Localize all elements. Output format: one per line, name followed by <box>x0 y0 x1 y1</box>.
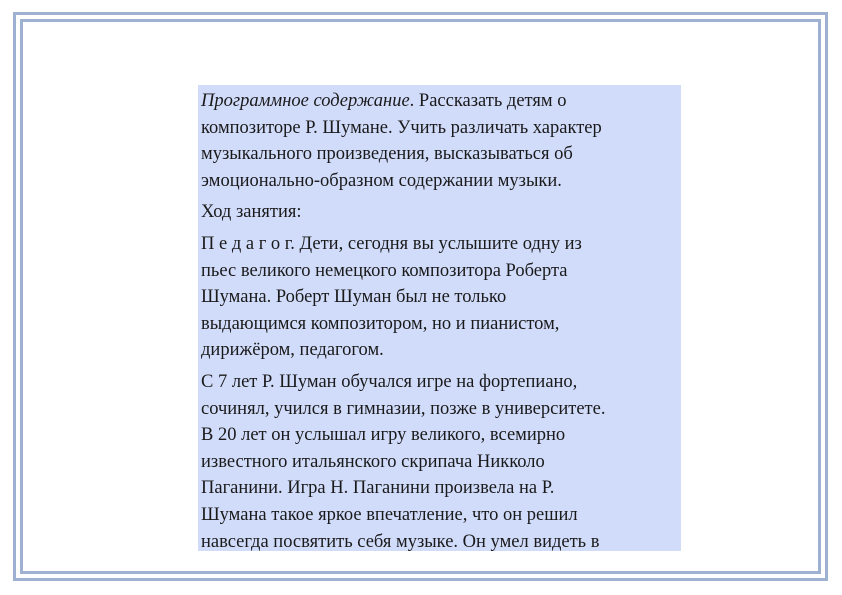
text-line: дирижёром, педагогом. <box>201 340 384 361</box>
program-content-heading: Программное содержание <box>201 91 410 111</box>
text-line: Шумана. Роберт Шуман был не только <box>201 287 507 308</box>
text-line: пьес великого немецкого композитора Роберта <box>201 260 568 281</box>
paragraph-program-content <box>201 88 677 194</box>
text-line: В 20 лет он услышал игру великого, всемирно <box>201 425 566 446</box>
text-line: музыкального произведения, высказываться об <box>201 144 573 165</box>
text-line: сочинял, учился в гимназии, позже в университете. <box>201 398 606 419</box>
lesson-course-heading: Ход занятия: <box>201 202 302 223</box>
lesson-text-block <box>198 85 681 551</box>
paragraph-lesson-course <box>201 199 677 226</box>
paragraph-teacher-intro <box>201 231 677 364</box>
text-line: навсегда посвятить себя музыке. Он умел видеть в <box>201 531 600 551</box>
text-line: С 7 лет Р. Шуман обучался игре на фортепиано, <box>201 371 578 392</box>
text-line: композиторе Р. Шумане. Учить различать характер <box>201 117 602 138</box>
text-line: эмоционально-образном содержании музыки. <box>201 170 562 191</box>
text-line: известного итальянского скрипача Никколо <box>201 451 545 472</box>
text-line <box>201 88 677 115</box>
text-line-rest: . Рассказать детям о <box>409 91 567 111</box>
text-line: П е д а г о г. Дети, сегодня вы услышите одну из <box>201 233 582 254</box>
paragraph-biography <box>201 369 677 551</box>
text-line: Шумана такое яркое впечатление, что он решил <box>201 504 578 525</box>
text-line: Паганини. Игра Н. Паганини произвела на Р. <box>201 478 555 499</box>
text-line: выдающимся композитором, но и пианистом, <box>201 313 560 334</box>
